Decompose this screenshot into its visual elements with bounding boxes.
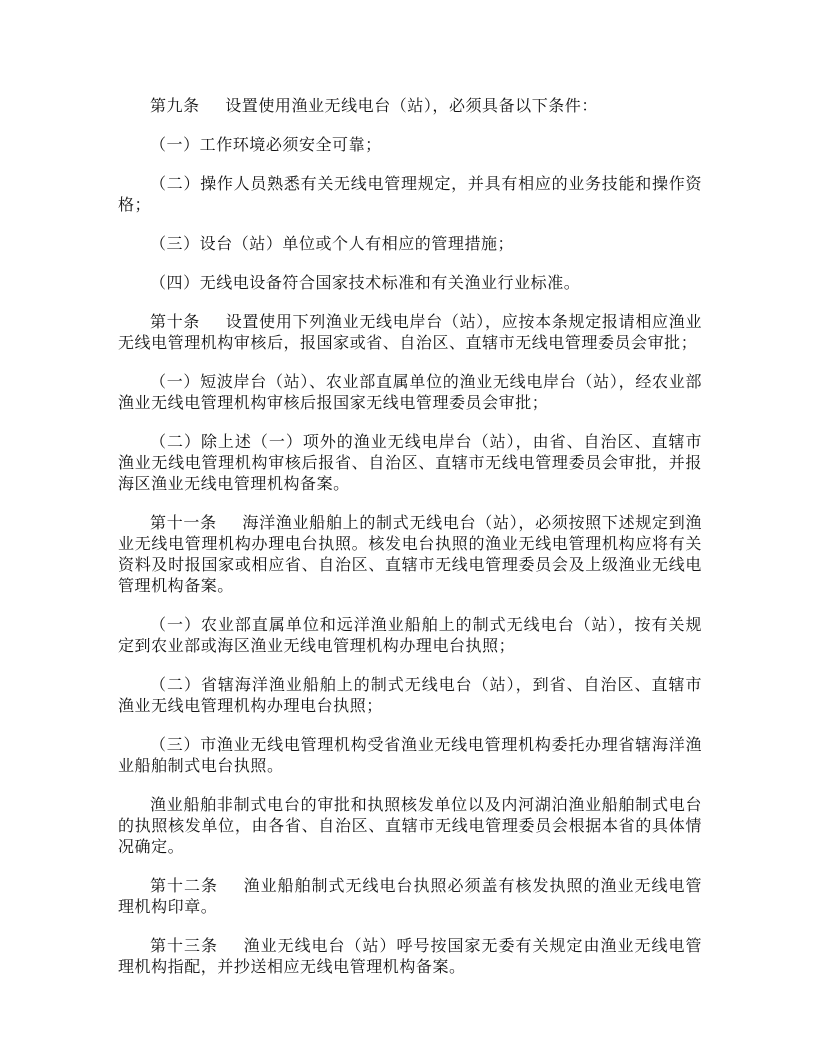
clause-paragraph xyxy=(118,134,702,155)
paragraph-text: 设置使用渔业无线电台（站），必须具备以下条件： xyxy=(225,96,598,115)
article-number: 第十三条 xyxy=(150,936,218,955)
paragraph-text: （二）省辖海洋渔业船舶上的制式无线电台（站），到省、自治区、直辖市渔业无线电管理机构办理电台执照； xyxy=(118,675,702,715)
paragraph-text: （四）无线电设备符合国家技术标准和有关渔业行业标准。 xyxy=(150,273,581,292)
paragraph-text: （一）农业部直属单位和远洋渔业船舶上的制式无线电台（站），按有关规定到农业部或海区渔业无线电管理机构办理电台执照； xyxy=(118,615,702,655)
paragraph-text: （三）设台（站）单位或个人有相应的管理措施； xyxy=(150,234,515,253)
clause-paragraph xyxy=(118,794,702,857)
clause-paragraph xyxy=(118,173,702,215)
article-number: 第九条 xyxy=(150,96,200,115)
paragraph-text: （三）市渔业无线电管理机构受省渔业无线电管理机构委托办理省辖海洋渔业船舶制式电台执照。 xyxy=(118,735,702,775)
clause-paragraph xyxy=(118,431,702,494)
clause-paragraph xyxy=(118,371,702,413)
clause-paragraph xyxy=(118,734,702,776)
article-number: 第十条 xyxy=(150,312,201,331)
paragraph-text: 渔业无线电台（站）呼号按国家无委有关规定由渔业无线电管理机构指配，并抄送相应无线电管理机构备案。 xyxy=(118,936,702,976)
paragraph-text: （一）短波岸台（站）、农业部直属单位的渔业无线电岸台（站），经农业部渔业无线电管理机构审核后报国家无线电管理委员会审批； xyxy=(118,372,702,412)
article-number: 第十一条 xyxy=(150,513,217,532)
clause-paragraph xyxy=(118,614,702,656)
paragraph-text: 设置使用下列渔业无线电岸台（站），应按本条规定报请相应渔业无线电管理机构审核后，报国家或省、自治区、直辖市无线电管理委员会审批； xyxy=(118,312,703,352)
paragraph-text: 海洋渔业船舶上的制式无线电台（站），必须按照下述规定到渔业无线电管理机构办理电台执照。核发电台执照的渔业无线电管理机构应将有关资料及时报国家或相应省、自治区、直辖市无线电管理委员会及上级渔业无线电管理机构备案。 xyxy=(118,513,703,595)
article-number: 第十二条 xyxy=(150,876,218,895)
article-paragraph xyxy=(118,512,702,596)
paragraph-text: （二）除上述（一）项外的渔业无线电岸台（站），由省、自治区、直辖市渔业无线电管理机构审核后报省、自治区、直辖市无线电管理委员会审批，并报海区渔业无线电管理机构备案。 xyxy=(118,432,702,493)
clause-paragraph xyxy=(118,272,702,293)
clause-paragraph xyxy=(118,674,702,716)
paragraph-text: （一）工作环境必须安全可靠； xyxy=(150,135,382,154)
clause-paragraph xyxy=(118,233,702,254)
paragraph-text: （二）操作人员熟悉有关无线电管理规定，并具有相应的业务技能和操作资格； xyxy=(118,174,702,214)
paragraph-text: 渔业船舶制式无线电台执照必须盖有核发执照的渔业无线电管理机构印章。 xyxy=(118,876,702,916)
article-paragraph xyxy=(118,311,702,353)
document-page xyxy=(118,95,702,995)
article-paragraph xyxy=(118,95,702,116)
article-paragraph xyxy=(118,875,702,917)
paragraph-text: 渔业船舶非制式电台的审批和执照核发单位以及内河湖泊渔业船舶制式电台的执照核发单位，由各省、自治区、直辖市无线电管理委员会根据本省的具体情况确定。 xyxy=(118,795,702,856)
article-paragraph xyxy=(118,935,702,977)
